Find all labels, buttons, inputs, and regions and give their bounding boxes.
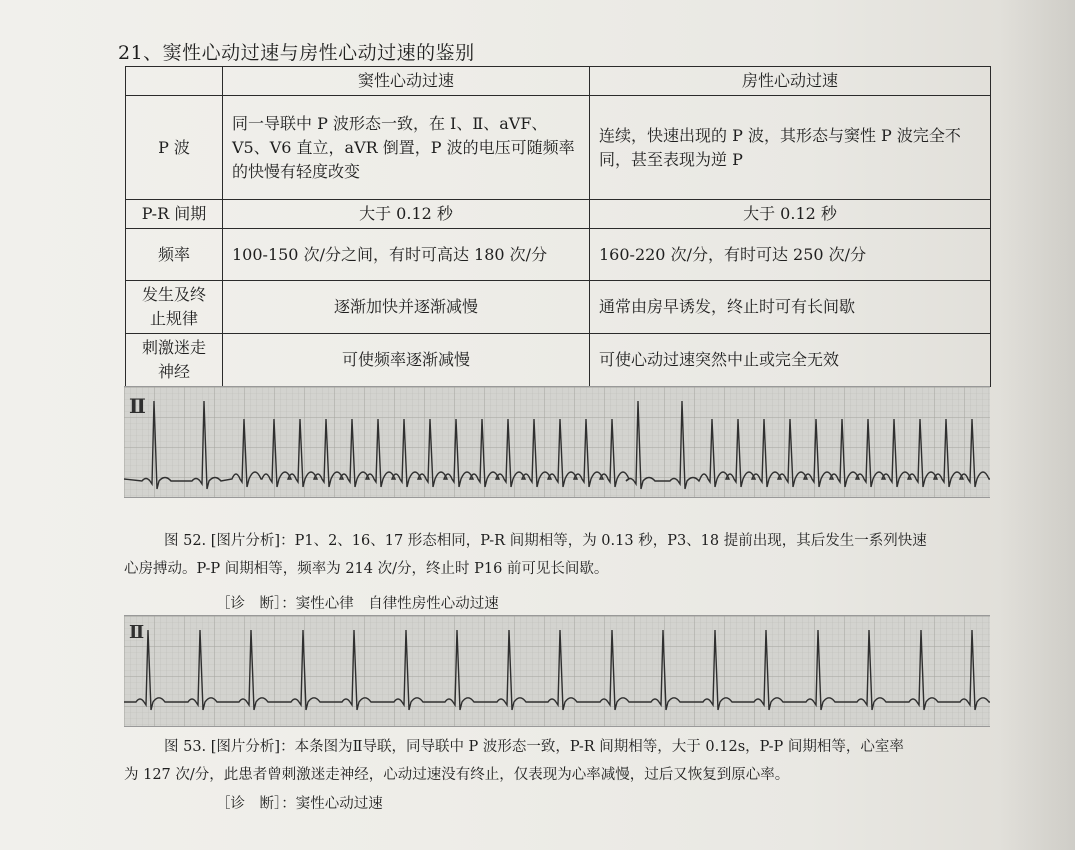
sinus-cell: 逐渐加快并逐渐减慢: [223, 281, 590, 334]
row-label: 发生及终止规律: [126, 281, 223, 334]
lead-label: Ⅱ: [129, 394, 146, 418]
row-label: 频率: [126, 229, 223, 281]
figure-53-caption: [124, 733, 1004, 789]
caption-line: 图 53. [图片分析]：本条图为Ⅱ导联，同导联中 P 波形态一致，P-R 间期相等，大于 0.12s，P-P 间期相等，心室率: [164, 739, 904, 755]
caption-line: 为 127 次/分，此患者曾刺激迷走神经，心动过速没有终止，仅表现为心率减慢，过后又恢复到原心率。: [124, 767, 790, 783]
atrial-cell: 可使心动过速突然中止或完全无效: [590, 334, 991, 387]
table-row: [126, 281, 991, 334]
table-header-row: [126, 67, 991, 96]
figure-53-diagnosis: ［诊 断］：窦性心动过速: [216, 796, 383, 812]
sinus-cell: 可使频率逐渐减慢: [223, 334, 590, 387]
sinus-cell: 大于 0.12 秒: [223, 200, 590, 229]
row-label: 刺激迷走神经: [126, 334, 223, 387]
table-row: [126, 200, 991, 229]
comparison-table: [125, 66, 991, 387]
ecg-strip-svg: [124, 387, 990, 497]
ecg-strip-figure-52: [124, 386, 990, 498]
table-header-atrial: 房性心动过速: [590, 67, 991, 96]
atrial-cell: 连续，快速出现的 P 波，其形态与窦性 P 波完全不同，甚至表现为逆 P: [590, 96, 991, 200]
section-title: 21、窦性心动过速与房性心动过速的鉴别: [118, 42, 475, 64]
row-label: P 波: [126, 96, 223, 200]
figure-52-caption: [124, 527, 1004, 583]
caption-line: 心房搏动。P-P 间期相等，频率为 214 次/分，终止时 P16 前可见长间歇。: [124, 561, 609, 577]
table-row: [126, 229, 991, 281]
page-shadow: [1000, 0, 1075, 850]
lead-label: Ⅱ: [129, 622, 145, 643]
row-label: P-R 间期: [126, 200, 223, 229]
table-header-sinus: 窦性心动过速: [223, 67, 590, 96]
atrial-cell: 通常由房早诱发，终止时可有长间歇: [590, 281, 991, 334]
table-header-empty: [126, 67, 223, 96]
table-row: [126, 96, 991, 200]
atrial-cell: 大于 0.12 秒: [590, 200, 991, 229]
ecg-strip-figure-53: [124, 615, 990, 727]
atrial-cell: 160-220 次/分，有时可达 250 次/分: [590, 229, 991, 281]
table-row: [126, 334, 991, 387]
sinus-cell: 同一导联中 P 波形态一致，在 Ⅰ、Ⅱ、aVF、V5、V6 直立，aVR 倒置，P 波的电压可随频率的快慢有轻度改变: [223, 96, 590, 200]
ecg-strip-svg: [124, 616, 990, 726]
caption-line: 图 52. [图片分析]：P1、2、16、17 形态相同，P-R 间期相等，为 0.13 秒，P3、18 提前出现，其后发生一系列快速: [164, 533, 927, 549]
sinus-cell: 100-150 次/分之间，有时可高达 180 次/分: [223, 229, 590, 281]
figure-52-diagnosis: ［诊 断］：窦性心律 自律性房性心动过速: [216, 596, 499, 612]
